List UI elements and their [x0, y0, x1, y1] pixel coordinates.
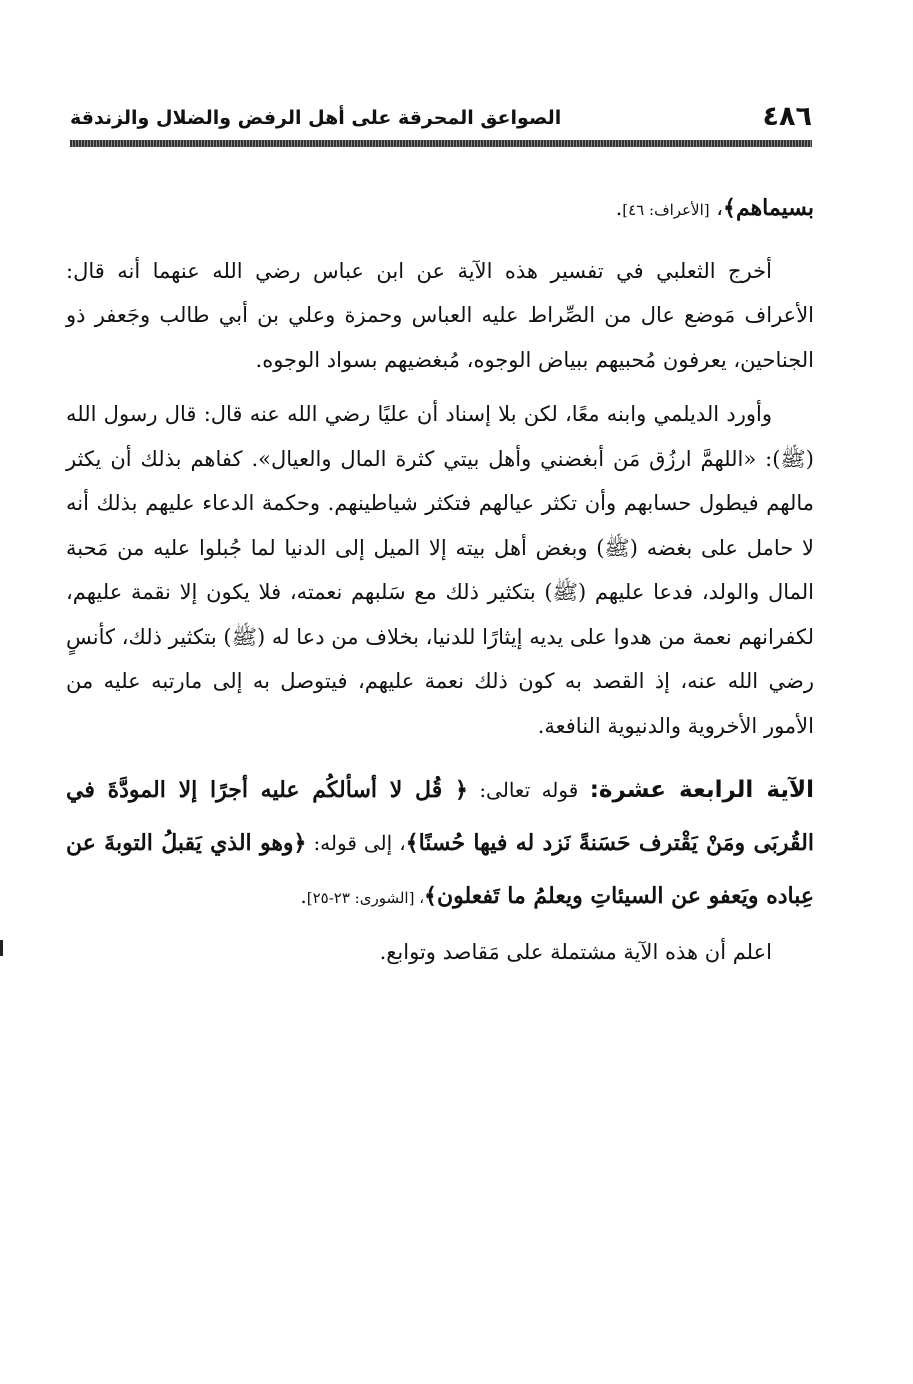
ayah-heading: الآية الرابعة عشرة: [589, 777, 814, 803]
closing-paragraph: اعلم أن هذه الآية مشتملة على مَقاصد وتوابع. [379, 940, 772, 964]
period: . [300, 884, 307, 908]
paragraph-thalabi: أخرج الثعلبي في تفسير هذه الآية عن ابن عباس رضي الله عنهما أنه قال: الأعراف مَوضع عال من الصِّراط عليه العباس وحمزة وعلي بن أبي طالب وجَعفر ذو الجناحين، يعرفون مُحبيهم ببياض الوجوه، مُبغضيهم بسواد الوجوه. [66, 258, 814, 372]
separator: ، [709, 196, 724, 220]
verse-continuation [66, 186, 814, 233]
scan-edge-mark [0, 940, 3, 956]
period: . [615, 196, 623, 220]
ayah-intro: قوله تعالى: [467, 778, 590, 802]
surah-reference: [الأعراف: ٤٦] [622, 201, 710, 219]
quran-verse-1: ﴿ قُل لا أسألكُم عليه أجرًا إلا المودَّةَ في القُربَى ومَنْ يَقْترف حَسَنةً نَزد له فيها حُسنًا﴾ [66, 777, 814, 856]
page-number: ٤٨٦ [762, 101, 812, 132]
ayah-mid: ، إلى قوله: [306, 831, 406, 855]
page-header [70, 98, 812, 138]
page-body [66, 186, 814, 975]
quran-verse-2: ﴿وهو الذي يَقبلُ التوبةَ عن عِباده ويَعفو عن السيئاتِ ويعلمُ ما تَفعلون﴾ [66, 830, 814, 909]
header-rule [70, 140, 812, 147]
ayah-fourteen [66, 764, 814, 924]
surah-reference: ، [الشورى: ٢٣-٢٥] [306, 889, 425, 907]
running-title: الصواعق المحرقة على أهل الرفض والضلال والزندقة [70, 107, 562, 129]
paragraph-daylami: وأورد الديلمي وابنه معًا، لكن بلا إسناد أن عليًا رضي الله عنه قال: قال رسول الله (ﷺ): «اللهمَّ ارزُق مَن أبغضني وأهل بيتي كثرة المال والعيال». كفاهم بذلك أن يكثر مالهم فيطول حسابهم وأن تكثر عيالهم فتكثر شياطينهم. وحكمة الدعاء عليهم بذلك أنه لا حامل على بغضه (ﷺ) وبغض أهل بيته إلا الميل إلى الدنيا لما جُبلوا عليه من مَحبة المال والولد، فدعا عليهم (ﷺ) بتكثير ذلك مع سَلبهم نعمته، فلا يكون إلا نقمة عليهم، لكفرانهم نعمة من هدوا على يديه إيثارًا للدنيا، بخلاف من دعا له (ﷺ) بتكثير ذلك، كأنسٍ رضي الله عنه، إذ القصد به كون ذلك نعمة عليهم، فيتوصل به إلى مارتبه عليه من الأمور الأخروية والدنيوية النافعة. [66, 402, 814, 738]
quran-fragment: بسيماهم﴾ [723, 195, 814, 221]
